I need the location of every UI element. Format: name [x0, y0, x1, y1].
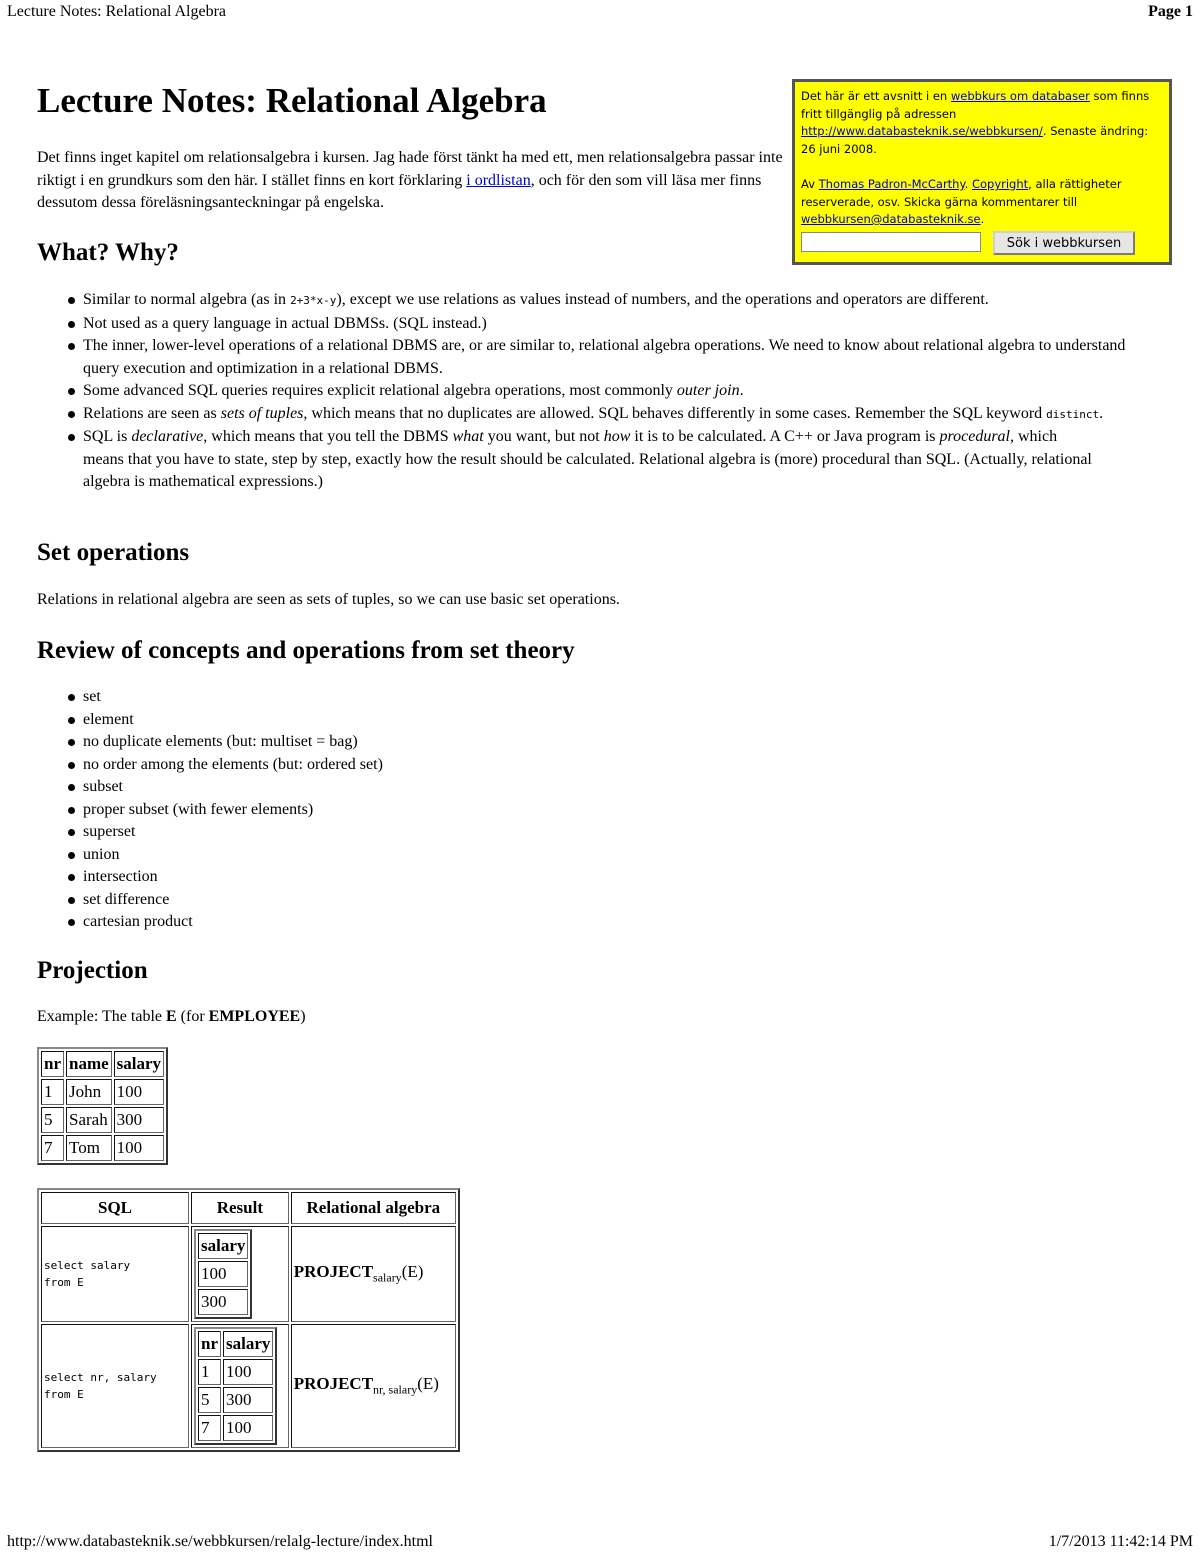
list-item: no duplicate elements (but: multiset = bag) [37, 731, 637, 754]
table-cell: 5 [41, 1107, 64, 1133]
table-row [198, 1289, 248, 1315]
list-item: element [37, 709, 637, 732]
info-text [801, 88, 1165, 158]
author-link[interactable]: Thomas Padron-McCarthy [818, 177, 965, 191]
column-header: nr [198, 1331, 221, 1357]
text: , which means that you have to state, step by step, exactly how the result should be calculated. Relational algebra is (more) procedural than SQL. (Actually, relational algebra is mathematical expressions.) [83, 428, 1092, 490]
list-item: proper subset (with fewer elements) [37, 799, 637, 822]
column-header: nr [41, 1051, 64, 1077]
text: (for [176, 1008, 209, 1025]
emphasis: what [452, 428, 484, 445]
intro-paragraph [37, 147, 785, 215]
column-header: salary [198, 1233, 248, 1259]
table-cell: 7 [198, 1415, 221, 1441]
result-table [194, 1229, 252, 1319]
table-cell: 1 [41, 1079, 64, 1105]
text: SQL is [83, 428, 132, 445]
text: . [1099, 404, 1104, 422]
text: , alla rättigheter reserverade, osv. Skicka gärna kommentarer till [801, 177, 1122, 209]
table-cell: Sarah [66, 1107, 112, 1133]
table-cell: 100 [223, 1359, 273, 1385]
table-cell: 100 [198, 1261, 248, 1287]
review-list [37, 686, 637, 934]
ra-attributes: salary [373, 1270, 402, 1285]
intro-text: Det finns inget kapitel om relationsalgebra i kursen. Jag hade först tänkt ha med ett, men relationsalgebra passar inte riktigt i en grundkurs som den här. I stället finns en kort förklaring [37, 149, 783, 189]
emphasis: declarative [131, 428, 204, 445]
set-operations-text: Relations in relational algebra are seen as sets of tuples, so we can use basic set operations. [37, 591, 620, 608]
text: , which means that you tell the DBMS [203, 428, 453, 445]
column-header: Relational algebra [291, 1192, 456, 1224]
course-info-box [792, 79, 1172, 265]
ra-argument: (E) [417, 1374, 439, 1394]
ra-operator: PROJECT [293, 1374, 374, 1394]
heading-set-operations: Set operations [37, 539, 190, 566]
table-row [198, 1261, 248, 1287]
emphasis: procedural [939, 428, 1010, 445]
table-cell: 300 [223, 1387, 273, 1413]
print-footer-timestamp: 1/7/2013 11:42:14 PM [1048, 1533, 1193, 1550]
table-cell: 5 [198, 1387, 221, 1413]
list-item: set difference [37, 889, 637, 912]
column-header: Result [191, 1192, 289, 1224]
emphasis: sets of tuples [220, 404, 304, 422]
text: . [964, 177, 972, 191]
table-row [41, 1079, 164, 1105]
text: ) [300, 1008, 306, 1025]
table-row [41, 1226, 456, 1322]
projection-table [37, 1188, 460, 1452]
list-item: union [37, 844, 637, 867]
list-item: cartesian product [37, 911, 637, 934]
list-item [37, 289, 1157, 313]
result-cell [191, 1324, 289, 1448]
table-cell: 100 [114, 1079, 164, 1105]
projection-example-text [37, 1006, 306, 1028]
sql-query: select salary from E [41, 1226, 189, 1322]
table-cell: 100 [114, 1135, 164, 1161]
column-header: name [66, 1051, 112, 1077]
list-item: intersection [37, 866, 637, 889]
table-cell: Tom [66, 1135, 112, 1161]
ra-argument: (E) [401, 1262, 424, 1282]
intro-text-end: , och för den som vill läsa mer finns dessutom dessa föreläsningsanteckningar på engelska. [37, 171, 762, 211]
table-cell: 300 [198, 1289, 248, 1315]
print-header-title: Lecture Notes: Relational Algebra [7, 3, 227, 20]
text: Similar to normal algebra (as in [83, 291, 291, 308]
table-row [198, 1233, 248, 1259]
result-cell [191, 1226, 289, 1322]
list-item [37, 380, 1157, 403]
bold-text: E [166, 1008, 177, 1025]
print-header [0, 0, 1200, 24]
list-item: subset [37, 776, 637, 799]
list-item: no order among the elements (but: ordered set) [37, 754, 637, 777]
column-header: salary [114, 1051, 164, 1077]
list-item: The inner, lower-level operations of a relational DBMS are, or are similar to, relational algebra operations. We need to know about relational algebra to understand query execution and optimization in a relational DBMS. [37, 335, 1157, 380]
what-why-list [37, 289, 1157, 494]
list-item: superset [37, 821, 637, 844]
table-cell: 7 [41, 1135, 64, 1161]
table-row [198, 1359, 273, 1385]
text: you want, but not [483, 428, 604, 445]
text: Av [801, 177, 819, 191]
text: . [980, 212, 985, 226]
emphasis: how [603, 428, 631, 445]
print-header-page: Page 1 [1148, 3, 1193, 20]
table-row [198, 1331, 273, 1357]
list-item: set [37, 686, 637, 709]
search-button[interactable]: Sök i webbkursen [993, 231, 1135, 255]
text: ), except we use relations as values instead of numbers, and the operations and operators are different. [336, 291, 989, 308]
text: , which means that no duplicates are allowed. SQL behaves differently in some cases. Remember the SQL keyword [303, 404, 1047, 422]
text: som finns fritt tillgänglig på adressen [801, 89, 1150, 121]
table-cell: 300 [114, 1107, 164, 1133]
course-link[interactable]: webbkurs om databaser [950, 89, 1090, 103]
table-cell: John [66, 1079, 112, 1105]
text: Relations are seen as [83, 404, 221, 422]
emphasis: outer join [676, 382, 740, 399]
inline-code: 2+3*x-y [290, 294, 337, 307]
text: Example: The table [37, 1008, 166, 1025]
bold-text: EMPLOYEE [208, 1008, 301, 1025]
table-cell: 100 [223, 1415, 273, 1441]
table-cell: 1 [198, 1359, 221, 1385]
text: Some advanced SQL queries requires explicit relational algebra operations, most commonly [83, 382, 677, 399]
inline-code: distinct [1046, 407, 1100, 421]
course-url-link[interactable]: http://www.databasteknik.se/webbkursen/ [801, 124, 1043, 138]
text: . [739, 382, 744, 399]
heading-what-why: What? Why? [37, 239, 179, 266]
table-row [198, 1387, 273, 1413]
text: it is to be calculated. A C++ or Java program is [630, 428, 940, 445]
list-item [37, 403, 1157, 427]
text: . Senaste ändring: 26 juni 2008. [801, 124, 1149, 156]
list-item [37, 426, 1157, 494]
text: Det här är ett avsnitt i en [801, 89, 951, 103]
email-link[interactable]: webbkursen@databasteknik.se [801, 212, 981, 226]
column-header: salary [223, 1331, 273, 1357]
employee-table [37, 1047, 168, 1165]
table-row [198, 1415, 273, 1441]
author-text [801, 176, 1165, 229]
print-footer-url: http://www.databasteknik.se/webbkursen/relalg-lecture/index.html [7, 1533, 433, 1550]
heading-review: Review of concepts and operations from set theory [37, 637, 575, 664]
heading-projection: Projection [37, 957, 148, 984]
sql-query: select nr, salary from E [41, 1324, 189, 1448]
search-input[interactable] [801, 232, 981, 252]
relational-algebra-expression [291, 1324, 456, 1448]
result-table [194, 1327, 277, 1445]
ra-attributes: nr, salary [373, 1382, 418, 1397]
print-footer [0, 1530, 1200, 1554]
column-header: SQL [41, 1192, 189, 1224]
page-title: Lecture Notes: Relational Algebra [37, 81, 547, 120]
glossary-link[interactable]: i ordlistan [466, 171, 531, 189]
copyright-link[interactable]: Copyright [971, 177, 1029, 191]
relational-algebra-expression [291, 1226, 456, 1322]
list-item: Not used as a query language in actual DBMSs. (SQL instead.) [37, 313, 1157, 336]
table-row [41, 1135, 164, 1161]
table-row [41, 1107, 164, 1133]
ra-operator: PROJECT [293, 1262, 374, 1282]
table-row [41, 1324, 456, 1448]
